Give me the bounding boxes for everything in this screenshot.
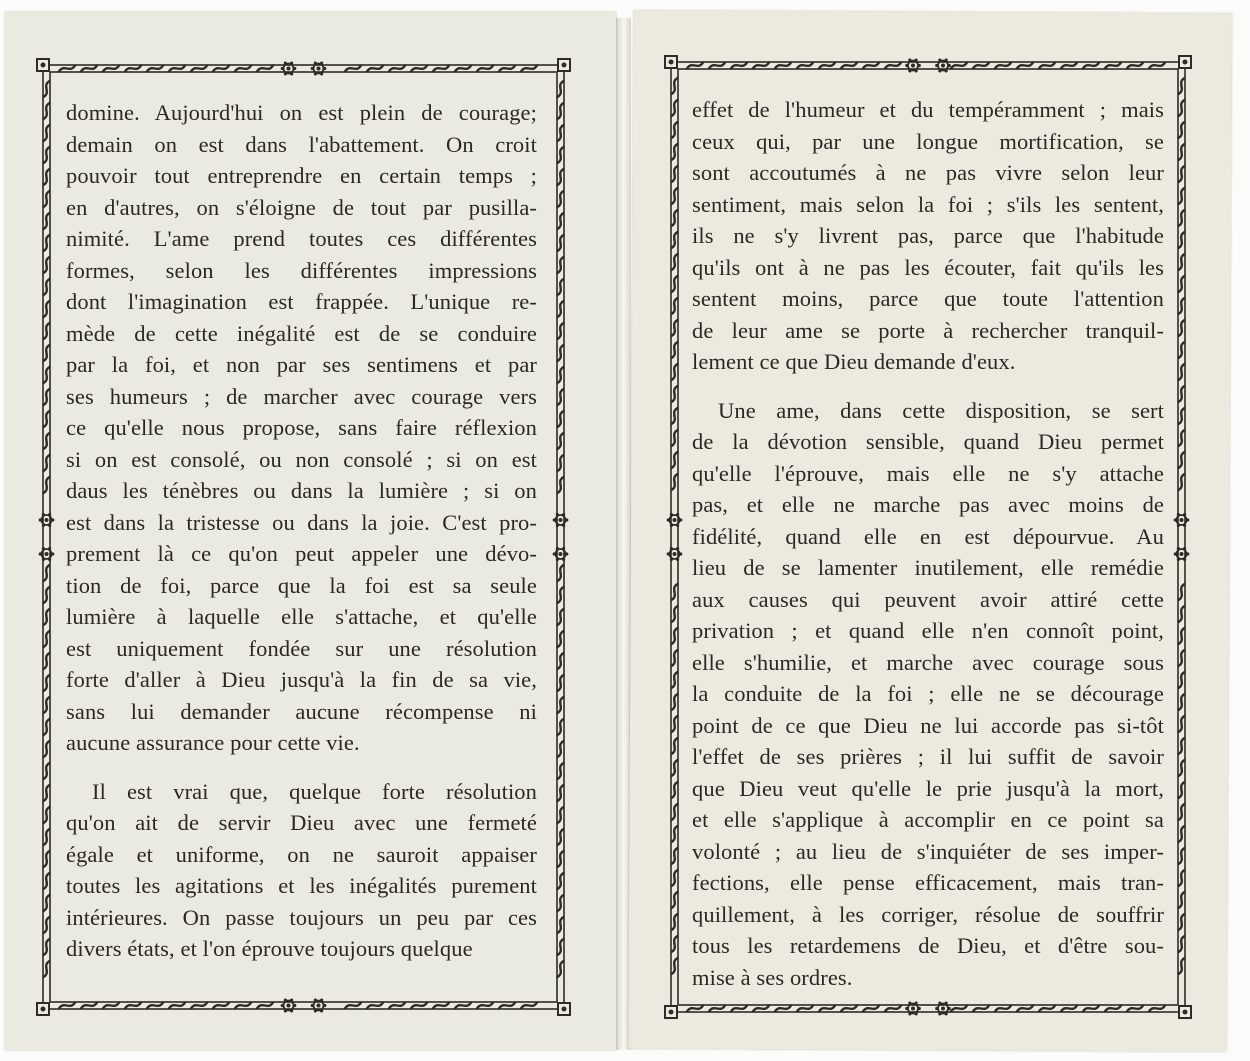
text-line: nimité. L'ame prend toutes ces différentes: [66, 226, 537, 251]
text-line: de leur ame se porte à rechercher tranquil-: [692, 317, 1164, 343]
text-line: si on est consolé, ou non consolé ; si on est: [66, 446, 537, 472]
text-line: pouvoir tout entreprendre en certain temps ;: [66, 163, 537, 188]
text-line: la conduite de la foi ; elle ne se décourage: [692, 681, 1164, 706]
text-line: formes, selon les différentes impressions: [66, 257, 537, 283]
text-line: forte d'aller à Dieu jusqu'à la fin de sa vie,: [66, 667, 537, 692]
text-line: volonté ; au lieu de s'inquiéter de ses imper-: [692, 838, 1164, 864]
text-line: de la dévotion sensible, quand Dieu permet: [692, 429, 1164, 454]
rosette-icon: [1174, 513, 1190, 527]
text-line: toutes les agitations et les inégalités purement: [66, 873, 537, 898]
text-line: en d'autres, on s'éloigne de tout par pusilla-: [66, 194, 537, 220]
text-line: lumière à laquelle elle s'attache, et qu'elle: [66, 604, 537, 629]
rosette-icon: [553, 547, 569, 561]
text-line: est dans la tristesse ou dans la joie. C'est pro-: [66, 509, 537, 535]
rosette-icon: [667, 513, 683, 527]
text-line: aux causes qui peuvent avoir attiré cette: [692, 586, 1164, 612]
text-line: sentiment, mais selon la foi ; s'ils les sentent,: [692, 191, 1164, 217]
rosette-icon: [935, 58, 951, 72]
text-line: mise à ses ordres.: [692, 964, 853, 990]
rosette-icon: [905, 1001, 921, 1015]
paragraph: [692, 94, 1164, 378]
text-line: divers états, et l'on éprouve toujours quelque: [66, 936, 473, 961]
text-line: privation ; et quand elle n'en connoît point,: [692, 618, 1164, 643]
text-line: pas, et elle ne marche pas avec moins de: [692, 492, 1164, 517]
text-line: ce qu'elle nous propose, sans faire réflexion: [66, 415, 537, 440]
rosette-icon: [281, 61, 297, 75]
rosette-icon: [1174, 547, 1190, 561]
text-line: Il est vrai que, quelque forte résolution: [92, 778, 537, 804]
text-line: demain on est dans l'abattement. On croit: [66, 131, 537, 157]
text-line: sont accoutumés à ne pas vivre selon leur: [692, 160, 1164, 185]
text-line: lement ce que Dieu demande d'eux.: [692, 349, 1016, 374]
text-line: l'effet de ses prières ; il lui suffit de savoir: [692, 744, 1164, 769]
text-line: ceux qui, par une longue mortification, se: [692, 128, 1164, 154]
text-line: elle s'humilie, et marche avec courage sous: [692, 649, 1164, 675]
text-line: fections, elle pense efficacement, mais tran-: [692, 870, 1164, 895]
text-line: Une ame, dans cette disposition, se sert: [718, 397, 1164, 423]
text-line: lieu de se lamenter inutilement, elle remédie: [692, 555, 1164, 580]
paragraph: [66, 97, 537, 759]
rosette-icon: [39, 513, 55, 527]
text-line: qu'elle l'éprouve, mais elle ne s'y attache: [692, 460, 1164, 486]
text-line: mède de cette inégalité est de se conduire: [66, 320, 537, 346]
paragraph-gap: [66, 759, 537, 776]
rosette-icon: [281, 998, 297, 1012]
paragraph: [66, 776, 537, 965]
text-line: tion de foi, parce que la foi est sa seule: [66, 572, 537, 598]
paragraph-gap: [692, 378, 1164, 395]
paragraph: [692, 395, 1164, 994]
text-line: quillement, à les corriger, résolue de souffrir: [692, 901, 1164, 927]
rosette-icon: [311, 998, 327, 1012]
rosette-icon: [935, 1001, 951, 1015]
text-line: tous les retardemens de Dieu, et d'être sou-: [692, 933, 1164, 958]
text-line: fidélité, quand elle en est dépourvue. Au: [692, 523, 1164, 549]
text-line: ses humeurs ; de marcher avec courage vers: [66, 383, 537, 409]
text-line: prement là ce qu'on peut appeler une dévo-: [66, 541, 537, 566]
rosette-icon: [553, 513, 569, 527]
text-line: ils ne s'y livrent pas, parce que l'habitude: [692, 223, 1164, 248]
text-line: qu'ils ont à ne pas les écouter, fait qu'ils les: [692, 254, 1164, 280]
text-line: effet de l'humeur et du tempéramment ; mais: [692, 97, 1164, 122]
rosette-icon: [667, 547, 683, 561]
text-line: sans lui demander aucune récompense ni: [66, 698, 537, 724]
text-line: est uniquement fondée sur une résolution: [66, 635, 537, 661]
text-line: dont l'imagination est frappée. L'unique re-: [66, 289, 537, 314]
text-line: qu'on ait de servir Dieu avec une fermeté: [66, 810, 537, 835]
rosette-icon: [905, 58, 921, 72]
left-page-text: [66, 97, 537, 965]
right-page-text: [692, 94, 1164, 993]
text-line: intérieures. On passe toujours un peu par ces: [66, 904, 537, 930]
text-line: égale et uniforme, on ne sauroit appaiser: [66, 841, 537, 867]
text-line: que Dieu veut qu'elle le prie jusqu'à la mort,: [692, 775, 1164, 801]
text-line: point de ce que Dieu ne lui accorde pas si-tôt: [692, 712, 1164, 738]
text-line: sentent moins, parce que toute l'attention: [692, 286, 1164, 311]
text-line: daus les ténèbres ou dans la lumière ; si on: [66, 478, 537, 503]
text-line: domine. Aujourd'hui on est plein de courage;: [66, 100, 537, 125]
rosette-icon: [311, 61, 327, 75]
rosette-icon: [39, 547, 55, 561]
text-line: aucune assurance pour cette vie.: [66, 730, 360, 755]
text-line: et elle s'applique à accomplir en ce point sa: [692, 807, 1164, 832]
text-line: par la foi, et non par ses sentimens et par: [66, 352, 537, 377]
